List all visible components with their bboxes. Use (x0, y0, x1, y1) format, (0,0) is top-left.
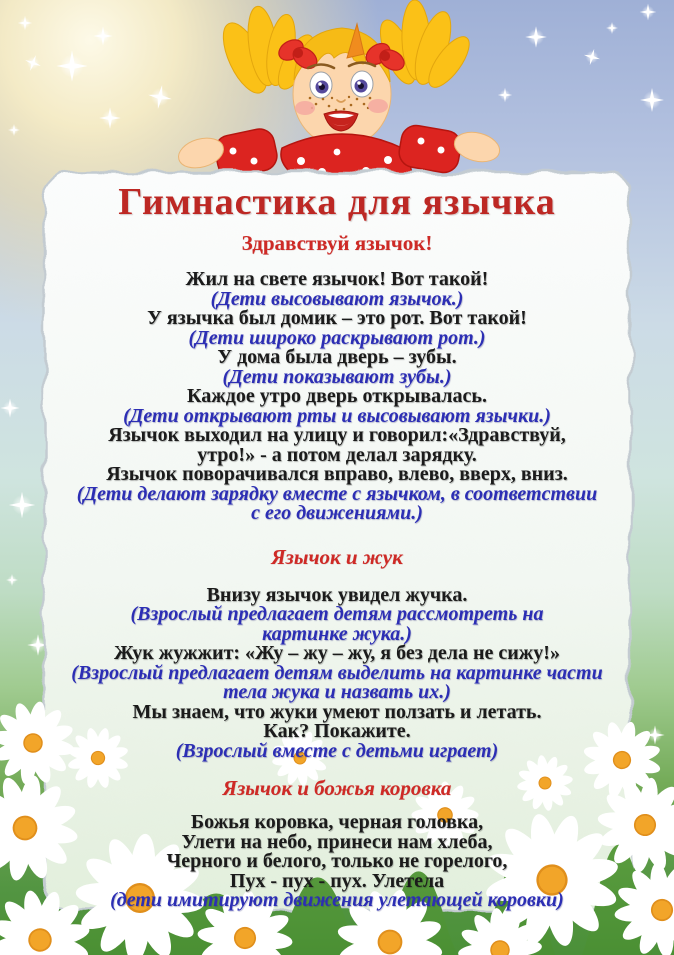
poster-line: Каждое утро дверь открывалась. (187, 385, 487, 407)
poster-content (0, 180, 674, 911)
poster-line: У дома была дверь – зубы. (217, 346, 457, 368)
poster-line: (Дети широко раскрывают рот.) (188, 326, 486, 349)
poster-line: (Дети открывают рты и высовывают язычки.) (123, 404, 551, 427)
poster-line: Как? Покажите. (263, 720, 411, 742)
poster-line: Улети на небо, принеси нам хлеба, (181, 830, 493, 853)
poster-line: Язычок выходил на улицу и говорил:«Здравствуй, (108, 424, 566, 446)
poster-line: с его движениями.) (251, 502, 423, 524)
poster-line: Жук жужжит: «Жу – жу – жу, я без дела не сижу!» (114, 642, 560, 664)
section-heading-ladybug: Язычок и божья коровка (222, 776, 452, 800)
poster-line: (Взрослый предлагает детям рассмотреть на (130, 603, 544, 625)
poster-line: картинке жука.) (262, 622, 412, 645)
poster-line: Язычок поворачивался вправо, влево, вверх, вниз. (106, 463, 568, 485)
poster-line: У язычка был домик – это рот. Вот такой! (147, 307, 527, 329)
poster-line: (Дети высовывают язычок.) (210, 287, 464, 310)
poster-line: (дети имитируют движения улетающей коровки) (110, 889, 564, 911)
poster-line: Жил на свете язычок! Вот такой! (185, 268, 489, 290)
poster-line: (Взрослый вместе с детьми играет) (175, 739, 499, 762)
poster-line: Черного и белого, только не горелого, (166, 850, 508, 872)
section-heading-beetle: Язычок и жук (271, 544, 403, 569)
section-heading-greeting: Здравствуй язычок! (241, 231, 433, 255)
poster-line: (Дети показывают зубы.) (222, 365, 452, 388)
poster-line: тела жука и назвать их.) (223, 681, 451, 703)
poster-line: Божья коровка, черная головка, (190, 811, 484, 833)
poster-line: Пух - пух - пух. Улетела (229, 869, 445, 892)
poster-line: (Взрослый предлагает детям выделить на картинке части (71, 661, 603, 684)
poster-line: утро!» - а потом делал зарядку. (197, 443, 477, 466)
poster-line: (Дети делают зарядку вместе с язычком, в соответствии (76, 482, 598, 505)
poster-line: Мы знаем, что жуки умеют ползать и летать. (132, 700, 542, 723)
poster-line: Внизу язычок увидел жучка. (206, 583, 468, 606)
poster-title: Гимнастика для язычка (118, 181, 556, 223)
